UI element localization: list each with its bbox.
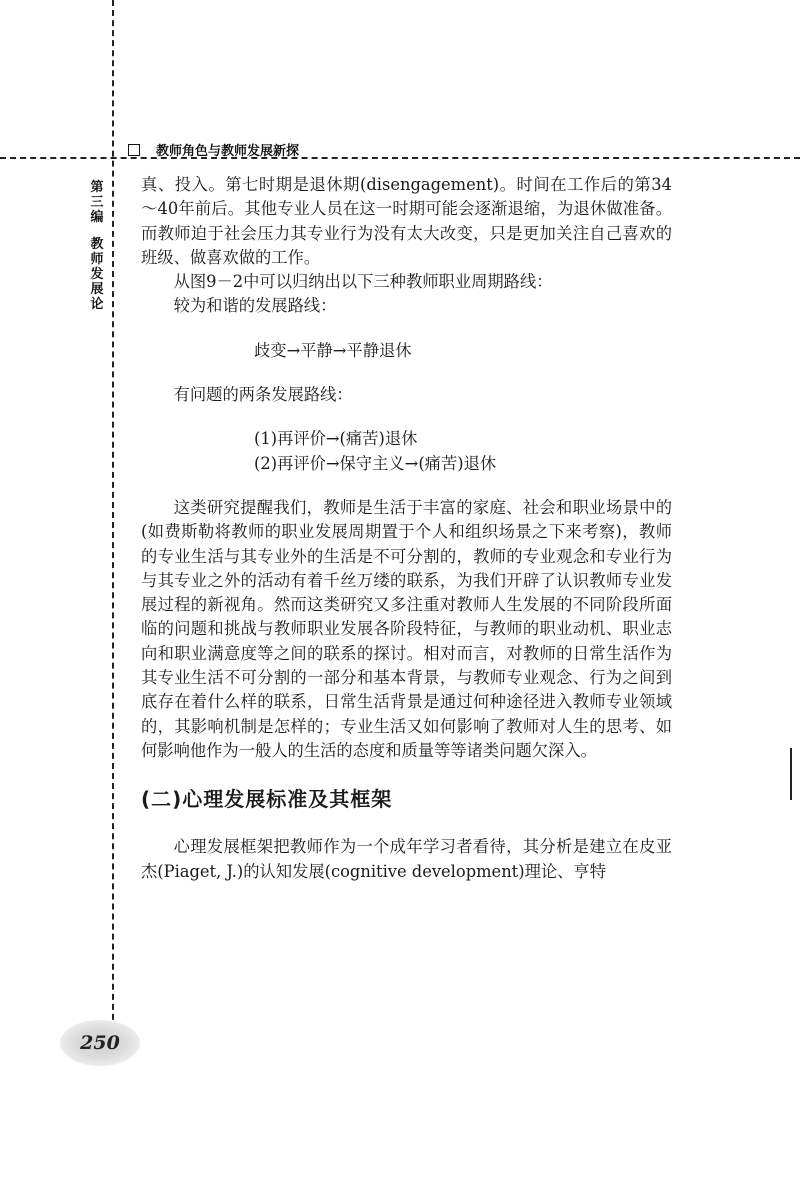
horizontal-dashed-rule <box>0 157 800 159</box>
header-title: 教师角色与教师发展新探 <box>156 144 300 159</box>
paragraph: 较为和谐的发展路线： <box>173 296 337 316</box>
paragraph: 心理发展框架把教师作为一个成年学习者看待，其分析是建立在皮亚杰(Piaget, J.)的认知发展(cognitive development)理论、亨特 <box>141 837 672 881</box>
career-path-line: (2)再评价→保守主义→(痛苦)退休 <box>254 453 497 473</box>
side-tab-char: 教 <box>90 237 104 252</box>
side-tab-char: 三 <box>90 195 104 210</box>
side-tab-char: 师 <box>90 252 104 267</box>
header-square-icon <box>128 144 140 156</box>
side-tab-char: 编 <box>90 210 104 225</box>
margin-mark <box>790 748 792 800</box>
paragraph: 真、投入。第七时期是退休期(disengagement)。时间在工作后的第34～40年前后。其他专业人员在这一时期可能会逐渐退缩，为退休做准备。而教师迫于社会压力其专业行为没有太大改变，只是更加关注自己喜欢的班级、做喜欢做的工作。 <box>141 175 672 267</box>
paragraph: 这类研究提醒我们，教师是生活于丰富的家庭、社会和职业场景中的(如费斯勒将教师的职业发展周期置于个人和组织场景之下来考察)，教师的专业生活与其专业外的生活是不可分割的，教师的专业观念和专业行为与其专业之外的活动有着千丝万缕的联系，为我们开辟了认识教师专业发展过程的新视角。然而这类研究又多注重对教师人生发展的不同阶段所面临的问题和挑战与教师职业发展各阶段特征，与教师的职业动机、职业志向和职业满意度等之间的联系的探讨。相对而言，对教师的日常生活作为其专业生活不可分割的一部分和基本背景，与教师专业观念、行为之间到底存在着什么样的联系，日常生活背景是通过何种途径进入教师专业领域的，其影响机制是怎样的；专业生活又如何影响了教师对人生的思考、如何影响他作为一般人的生活的态度和质量等等诸类问题欠深入。 <box>141 497 672 760</box>
side-tab <box>88 180 106 312</box>
side-tab-char: 展 <box>90 282 104 297</box>
page-body <box>141 173 672 884</box>
side-tab-char: 发 <box>90 267 104 282</box>
paragraph: 从图9－2中可以归纳出以下三种教师职业周期路线： <box>173 272 553 292</box>
vertical-dashed-rule <box>112 0 114 1040</box>
section-heading: (二)心理发展标准及其框架 <box>141 787 393 812</box>
page-number: 250 <box>60 1020 140 1066</box>
side-tab-char: 第 <box>90 180 104 195</box>
running-header <box>128 140 299 159</box>
side-tab-char: 论 <box>90 297 104 312</box>
career-path-line: (1)再评价→(痛苦)退休 <box>254 429 418 449</box>
paragraph: 有问题的两条发展路线： <box>173 385 353 405</box>
career-path-line: 歧变→平静→平静退休 <box>254 340 412 360</box>
